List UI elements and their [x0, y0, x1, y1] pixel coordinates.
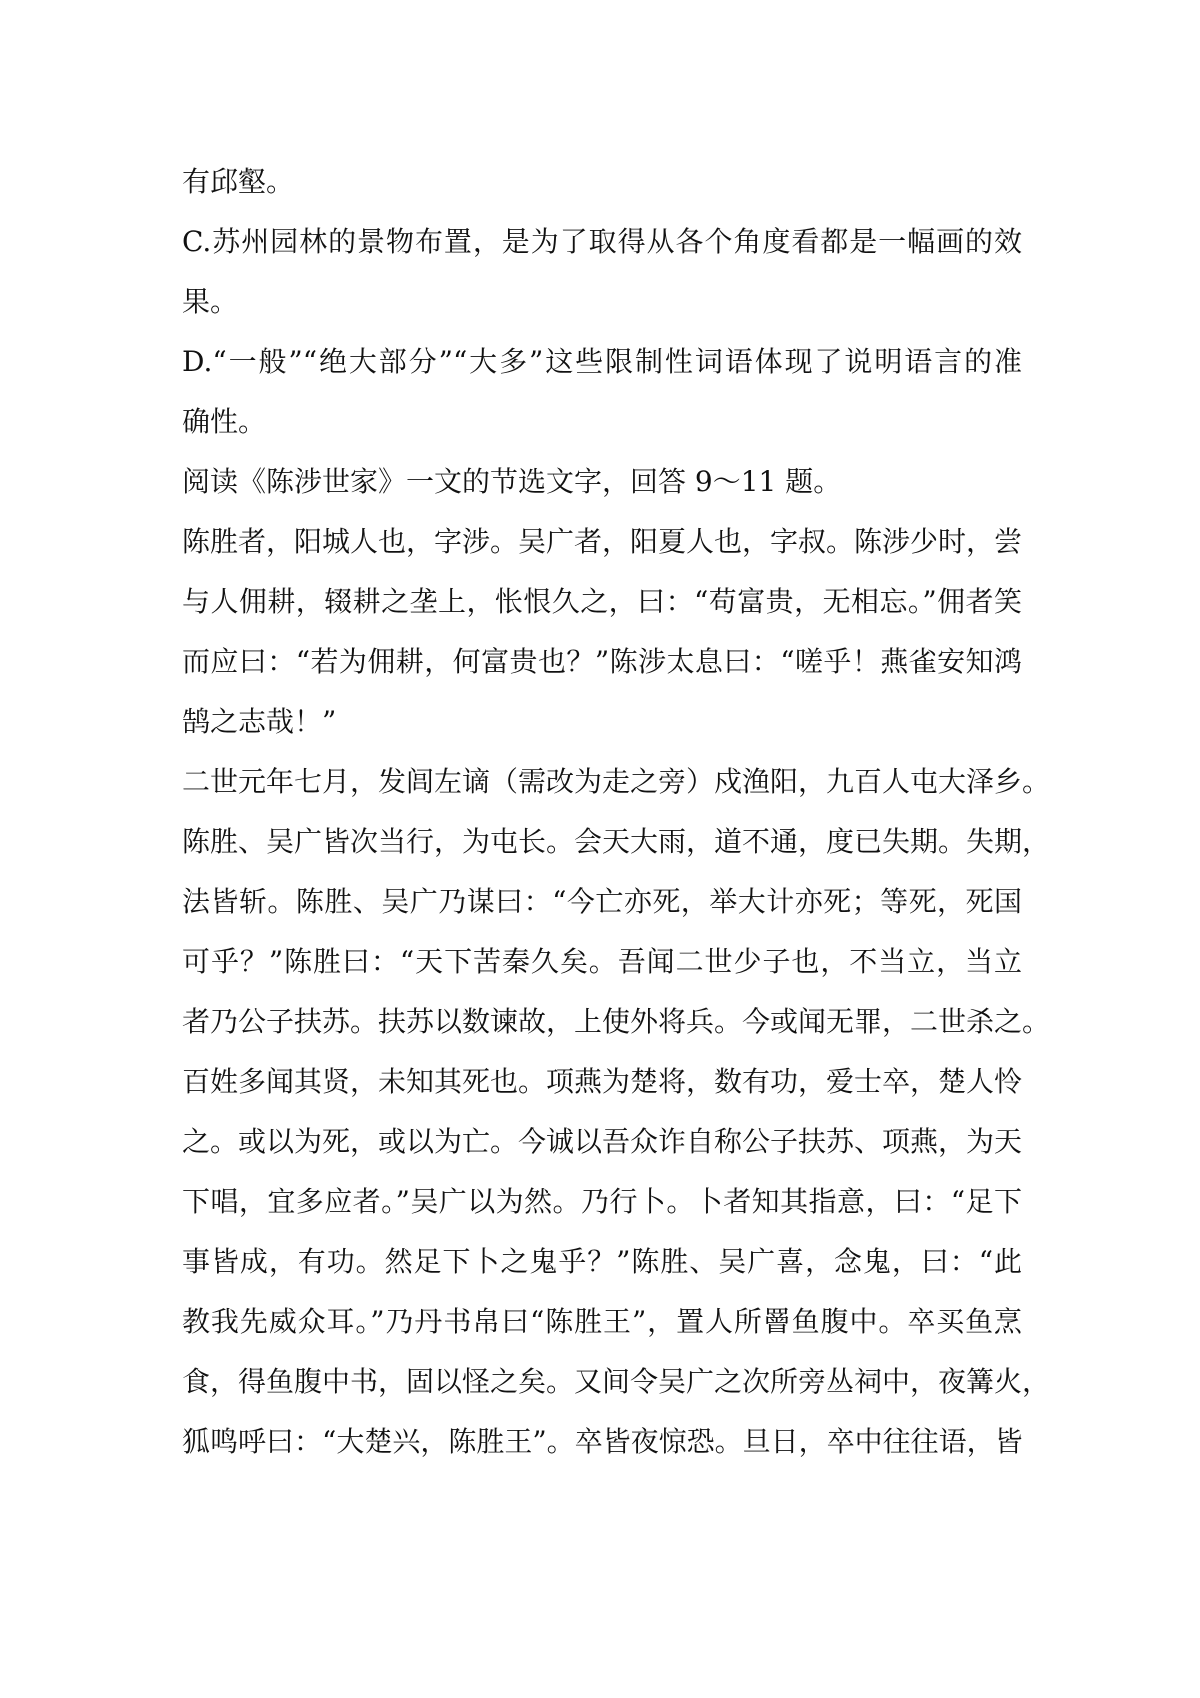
passage-line-13: 事皆成，有功。然足下卜之鬼乎？”陈胜、吴广喜，念鬼，曰：“此	[182, 1245, 1022, 1278]
passage-line-16: 狐鸣呼曰：“大楚兴，陈胜王”。卒皆夜惊恐。旦日，卒中往往语，皆	[182, 1425, 1023, 1458]
passage-line-9: 者乃公子扶苏。扶苏以数谏故，上使外将兵。今或闻无罪，二世杀之。	[182, 1005, 1051, 1038]
option-c-line-1: C.苏州园林的景物布置，是为了取得从各个角度看都是一幅画的效	[182, 225, 1022, 258]
passage-line-2: 与人佣耕，辍耕之垄上，怅恨久之，曰：“苟富贵，无相忘。”佣者笑	[182, 585, 1022, 618]
document-body	[182, 152, 1051, 1472]
passage-line-14: 教我先威众耳。”乃丹书帛曰“陈胜王”，置人所罾鱼腹中。卒买鱼烹	[182, 1305, 1022, 1338]
passage-line-10: 百姓多闻其贤，未知其死也。项燕为楚将，数有功，爱士卒，楚人怜	[182, 1065, 1023, 1098]
passage-line-15: 食，得鱼腹中书，固以怪之矣。又间令吴广之次所旁丛祠中，夜篝火，	[182, 1365, 1051, 1398]
option-d-line-2: 确性。	[182, 405, 267, 438]
reading-instruction: 阅读《陈涉世家》一文的节选文字，回答 9～11 题。	[182, 465, 842, 498]
passage-line-7: 法皆斩。陈胜、吴广乃谋曰：“今亡亦死，举大计亦死；等死，死国	[182, 885, 1022, 918]
passage-line-11: 之。或以为死，或以为亡。今诚以吾众诈自称公子扶苏、项燕，为天	[182, 1125, 1023, 1158]
option-c-line-2: 果。	[182, 285, 239, 318]
passage-line-5: 二世元年七月，发闾左谪（需改为走之旁）戍渔阳，九百人屯大泽乡。	[182, 765, 1051, 798]
option-d-line-1: D.“一般”“绝大部分”“大多”这些限制性词语体现了说明语言的准	[182, 345, 1022, 378]
passage-line-8: 可乎？”陈胜曰：“天下苦秦久矣。吾闻二世少子也，不当立，当立	[182, 945, 1022, 978]
text-line-1: 有邱壑。	[182, 165, 295, 198]
passage-line-3: 而应曰：“若为佣耕，何富贵也？”陈涉太息曰：“嗟乎！燕雀安知鸿	[182, 645, 1022, 678]
passage-line-12: 下唱，宜多应者。”吴广以为然。乃行卜。卜者知其指意，曰：“足下	[182, 1185, 1022, 1218]
passage-line-1: 陈胜者，阳城人也，字涉。吴广者，阳夏人也，字叔。陈涉少时，尝	[182, 525, 1023, 558]
passage-line-6: 陈胜、吴广皆次当行，为屯长。会天大雨，道不通，度已失期。失期，	[182, 825, 1051, 858]
passage-line-4: 鹄之志哉！”	[182, 705, 337, 738]
